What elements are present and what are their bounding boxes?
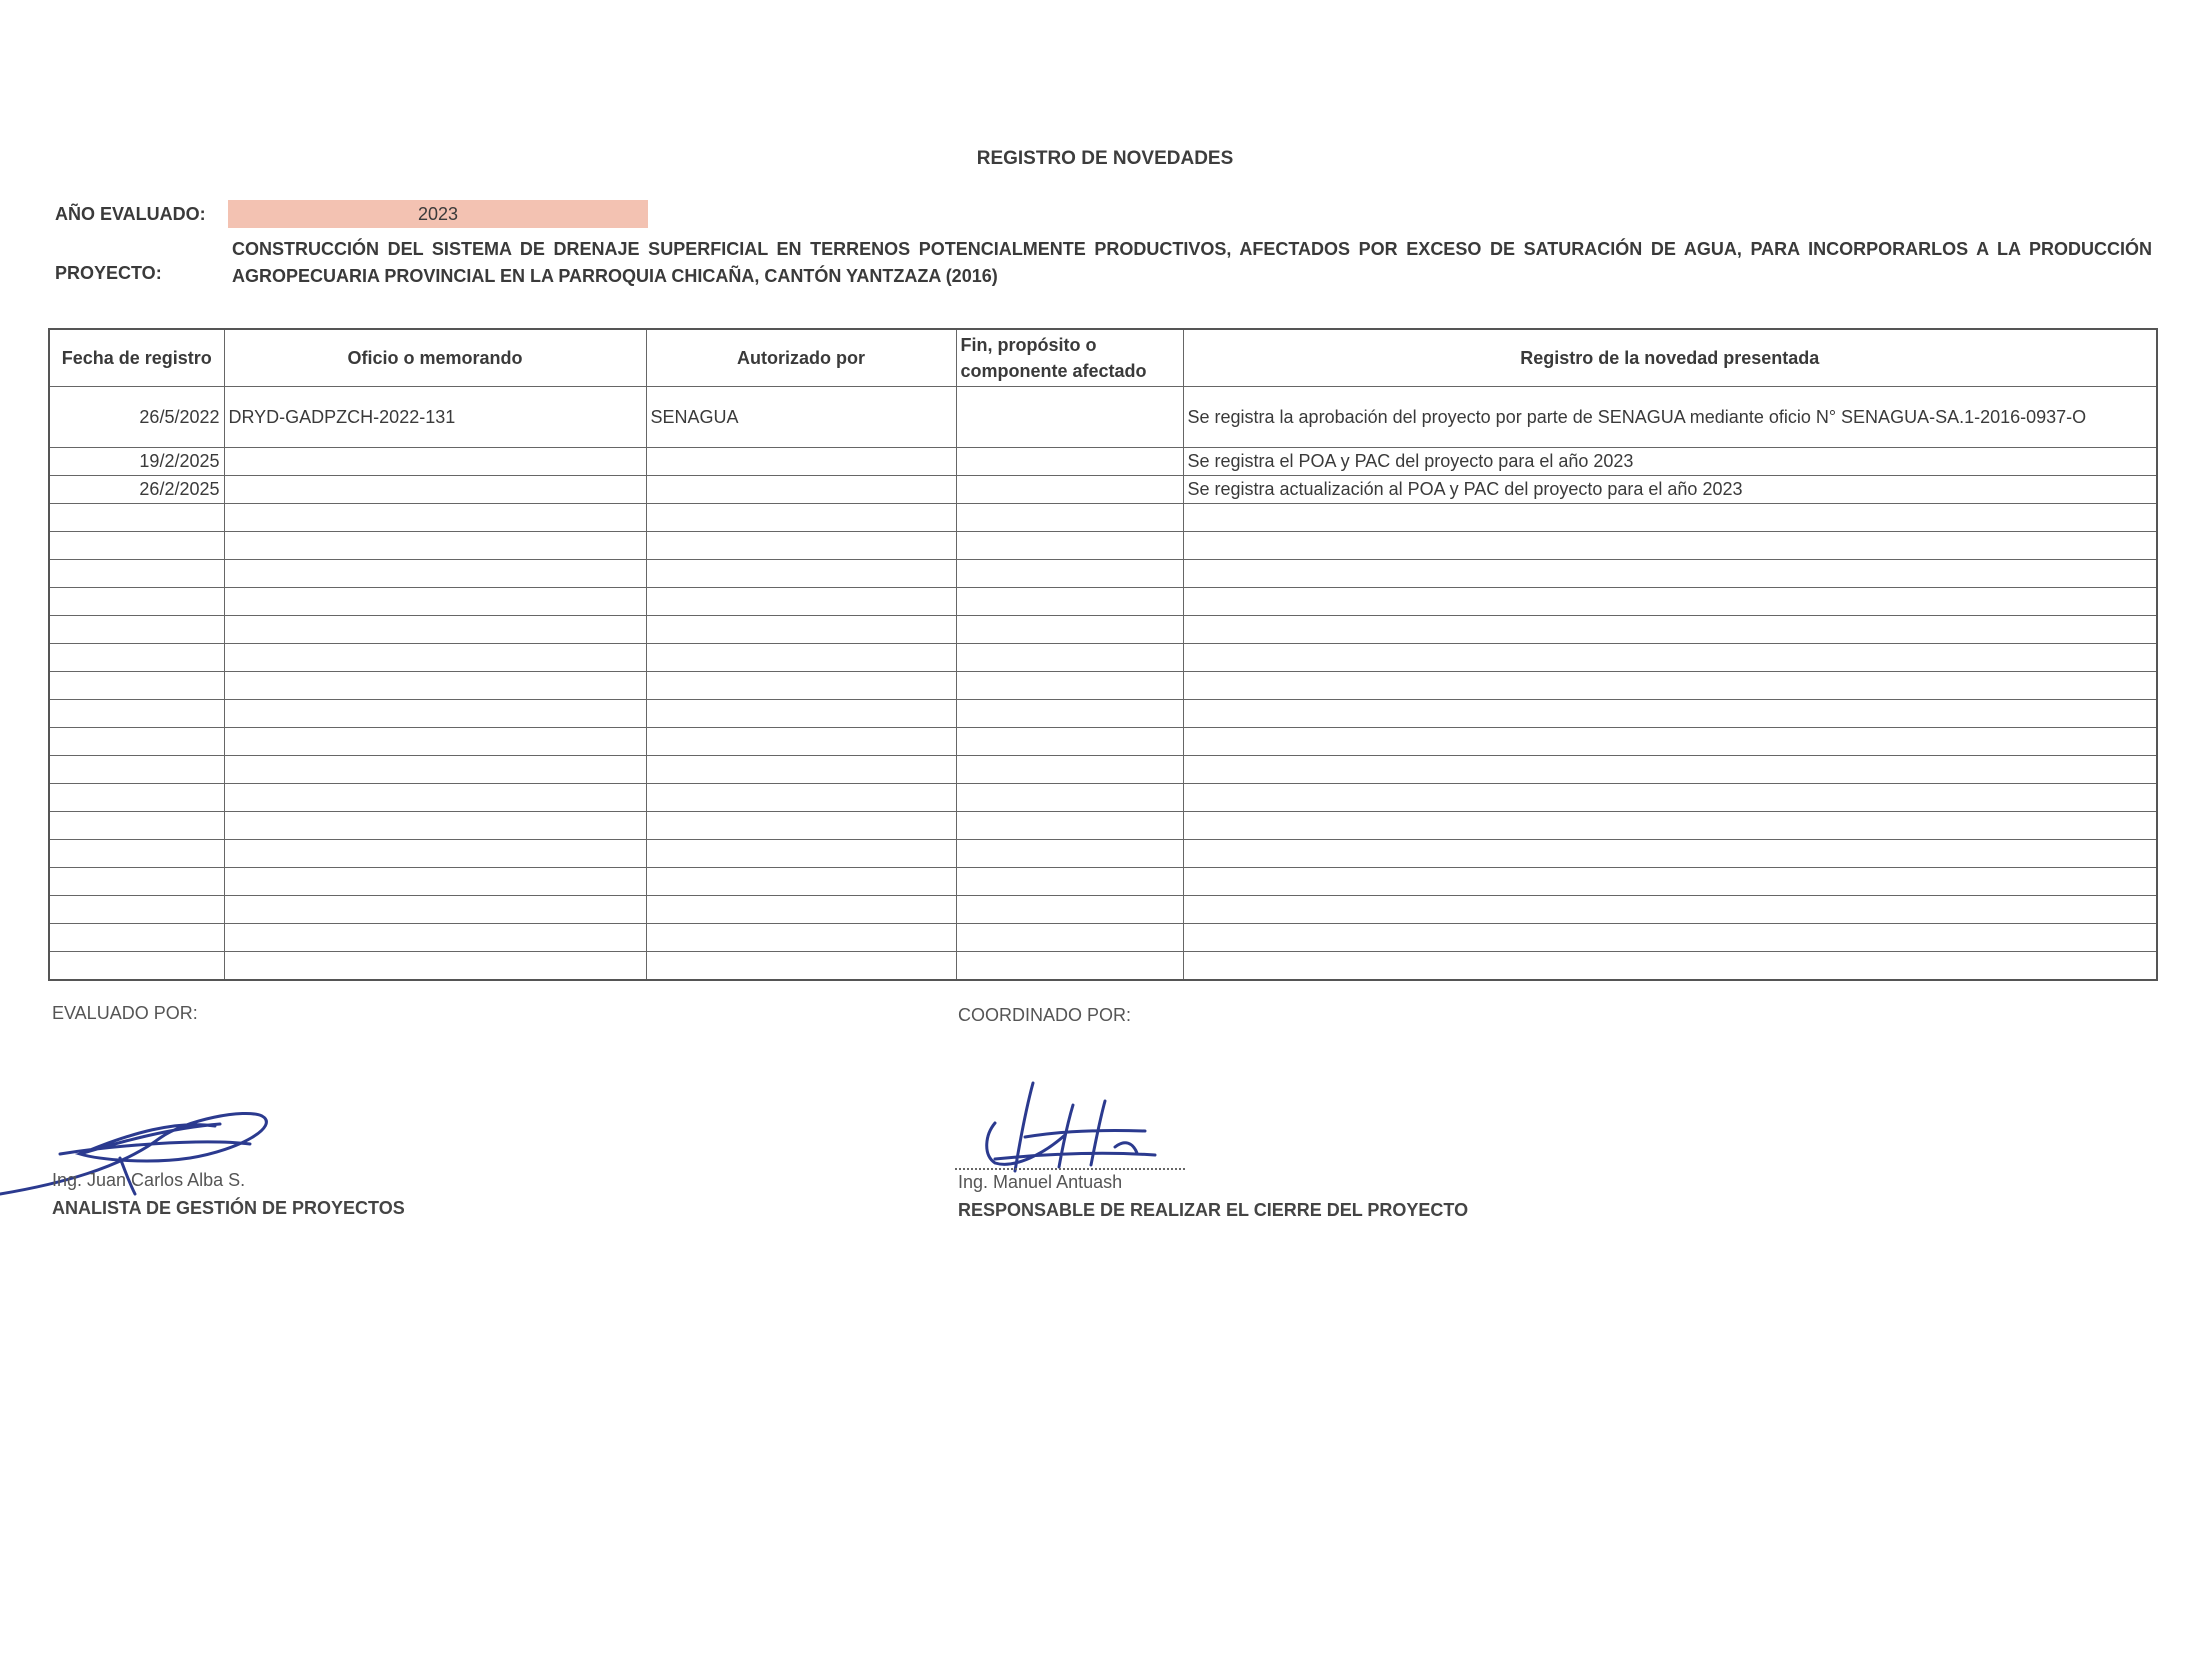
cell-registro xyxy=(1183,504,2157,532)
cell-fecha: 19/2/2025 xyxy=(49,448,224,476)
cell-componente xyxy=(956,784,1183,812)
coordinated-name: Ing. Manuel Antuash xyxy=(958,1172,1123,1192)
cell-registro xyxy=(1183,672,2157,700)
cell-fecha xyxy=(49,616,224,644)
cell-fecha xyxy=(49,728,224,756)
cell-fecha xyxy=(49,672,224,700)
cell-componente xyxy=(956,700,1183,728)
novedades-table xyxy=(48,328,2158,981)
cell-autorizado xyxy=(646,784,956,812)
cell-componente xyxy=(956,924,1183,952)
cell-fecha xyxy=(49,952,224,981)
cell-componente xyxy=(956,952,1183,981)
evaluated-by-label: EVALUADO POR: xyxy=(52,1003,198,1023)
table-row xyxy=(49,672,2157,700)
document-title: REGISTRO DE NOVEDADES xyxy=(976,148,1234,169)
table-row xyxy=(49,868,2157,896)
cell-oficio: DRYD-GADPZCH-2022-131 xyxy=(224,387,646,448)
cell-autorizado xyxy=(646,756,956,784)
cell-componente xyxy=(956,588,1183,616)
cell-componente xyxy=(956,616,1183,644)
cell-registro xyxy=(1183,532,2157,560)
cell-autorizado xyxy=(646,644,956,672)
cell-registro xyxy=(1183,616,2157,644)
cell-registro xyxy=(1183,840,2157,868)
cell-componente xyxy=(956,448,1183,476)
cell-componente xyxy=(956,560,1183,588)
cell-fecha xyxy=(49,560,224,588)
cell-registro xyxy=(1183,700,2157,728)
table-row xyxy=(49,476,2157,504)
cell-autorizado xyxy=(646,868,956,896)
cell-oficio xyxy=(224,812,646,840)
cell-componente xyxy=(956,644,1183,672)
cell-registro xyxy=(1183,728,2157,756)
cell-autorizado xyxy=(646,700,956,728)
cell-fecha xyxy=(49,756,224,784)
cell-oficio xyxy=(224,560,646,588)
cell-fecha xyxy=(49,504,224,532)
cell-fecha xyxy=(49,644,224,672)
table-row xyxy=(49,560,2157,588)
cell-registro: Se registra el POA y PAC del proyecto para el año 2023 xyxy=(1183,448,2157,476)
cell-autorizado xyxy=(646,560,956,588)
table-row xyxy=(49,812,2157,840)
cell-componente xyxy=(956,812,1183,840)
cell-registro xyxy=(1183,868,2157,896)
cell-componente xyxy=(956,476,1183,504)
cell-autorizado xyxy=(646,504,956,532)
cell-oficio xyxy=(224,756,646,784)
cell-registro: Se registra la aprobación del proyecto por parte de SENAGUA mediante oficio N° SENAGUA-SA.1-2016-0937-O xyxy=(1183,387,2157,448)
cell-oficio xyxy=(224,840,646,868)
cell-oficio xyxy=(224,504,646,532)
table-row xyxy=(49,784,2157,812)
cell-oficio xyxy=(224,644,646,672)
signature-dotted-line xyxy=(955,1168,1185,1170)
table-row xyxy=(49,504,2157,532)
cell-autorizado xyxy=(646,448,956,476)
table-header-row xyxy=(49,329,2157,387)
cell-registro xyxy=(1183,924,2157,952)
project-description: CONSTRUCCIÓN DEL SISTEMA DE DRENAJE SUPERFICIAL EN TERRENOS POTENCIALMENTE PRODUCTIVOS, AFECTADOS POR EXCESO DE SATURACIÓN DE AGUA, PARA INCORPORARLOS A LA PRODUCCIÓN AGROPECUARIA PROVINCIAL EN LA PARROQUIA CHICAÑA, CANTÓN YANTZAZA (2016) xyxy=(232,239,2152,286)
cell-autorizado: SENAGUA xyxy=(646,387,956,448)
header-oficio: Oficio o memorando xyxy=(224,329,646,387)
cell-oficio xyxy=(224,532,646,560)
cell-registro: Se registra actualización al POA y PAC del proyecto para el año 2023 xyxy=(1183,476,2157,504)
table-row xyxy=(49,588,2157,616)
cell-componente xyxy=(956,387,1183,448)
project-label: PROYECTO: xyxy=(55,263,162,283)
table-row xyxy=(49,840,2157,868)
cell-autorizado xyxy=(646,588,956,616)
cell-componente xyxy=(956,896,1183,924)
table-row xyxy=(49,616,2157,644)
cell-registro xyxy=(1183,896,2157,924)
cell-oficio xyxy=(224,896,646,924)
signature-evaluated xyxy=(0,1098,290,1208)
coordinated-role: RESPONSABLE DE REALIZAR EL CIERRE DEL PROYECTO xyxy=(958,1200,1469,1220)
cell-autorizado xyxy=(646,616,956,644)
cell-oficio xyxy=(224,700,646,728)
table-row xyxy=(49,728,2157,756)
cell-fecha: 26/2/2025 xyxy=(49,476,224,504)
cell-registro xyxy=(1183,644,2157,672)
cell-oficio xyxy=(224,672,646,700)
table-row xyxy=(49,700,2157,728)
table-row xyxy=(49,448,2157,476)
evaluated-name: Ing. Juan Carlos Alba S. xyxy=(52,1170,246,1190)
cell-registro xyxy=(1183,560,2157,588)
cell-oficio xyxy=(224,924,646,952)
table-row xyxy=(49,756,2157,784)
cell-componente xyxy=(956,504,1183,532)
cell-componente xyxy=(956,868,1183,896)
cell-oficio xyxy=(224,952,646,981)
cell-autorizado xyxy=(646,952,956,981)
cell-componente xyxy=(956,672,1183,700)
cell-oficio xyxy=(224,476,646,504)
header-registro: Registro de la novedad presentada xyxy=(1183,329,2157,387)
cell-fecha xyxy=(49,700,224,728)
cell-fecha xyxy=(49,588,224,616)
cell-oficio xyxy=(224,728,646,756)
cell-fecha xyxy=(49,784,224,812)
cell-componente xyxy=(956,532,1183,560)
cell-componente xyxy=(956,840,1183,868)
cell-oficio xyxy=(224,616,646,644)
cell-autorizado xyxy=(646,728,956,756)
cell-registro xyxy=(1183,812,2157,840)
table-row xyxy=(49,952,2157,981)
year-value: 2023 xyxy=(228,200,648,228)
header-componente: Fin, propósito o componente afectado xyxy=(956,329,1183,387)
cell-autorizado xyxy=(646,476,956,504)
coordinated-by-label: COORDINADO POR: xyxy=(958,1005,1132,1025)
cell-fecha xyxy=(49,868,224,896)
cell-fecha: 26/5/2022 xyxy=(49,387,224,448)
table-row xyxy=(49,896,2157,924)
evaluated-role: ANALISTA DE GESTIÓN DE PROYECTOS xyxy=(52,1198,405,1218)
cell-componente xyxy=(956,756,1183,784)
cell-oficio xyxy=(224,784,646,812)
cell-oficio xyxy=(224,868,646,896)
cell-fecha xyxy=(49,896,224,924)
cell-oficio xyxy=(224,588,646,616)
table-row xyxy=(49,924,2157,952)
cell-oficio xyxy=(224,448,646,476)
table-row xyxy=(49,644,2157,672)
table-row xyxy=(49,387,2157,448)
header-autorizado: Autorizado por xyxy=(646,329,956,387)
table-row xyxy=(49,532,2157,560)
cell-autorizado xyxy=(646,532,956,560)
cell-fecha xyxy=(49,840,224,868)
cell-autorizado xyxy=(646,840,956,868)
cell-autorizado xyxy=(646,896,956,924)
cell-autorizado xyxy=(646,812,956,840)
cell-fecha xyxy=(49,924,224,952)
cell-fecha xyxy=(49,532,224,560)
cell-registro xyxy=(1183,784,2157,812)
cell-autorizado xyxy=(646,672,956,700)
cell-registro xyxy=(1183,756,2157,784)
header-fecha: Fecha de registro xyxy=(49,329,224,387)
cell-registro xyxy=(1183,588,2157,616)
cell-registro xyxy=(1183,952,2157,981)
cell-fecha xyxy=(49,812,224,840)
year-label: AÑO EVALUADO: xyxy=(55,204,206,224)
cell-autorizado xyxy=(646,924,956,952)
cell-componente xyxy=(956,728,1183,756)
